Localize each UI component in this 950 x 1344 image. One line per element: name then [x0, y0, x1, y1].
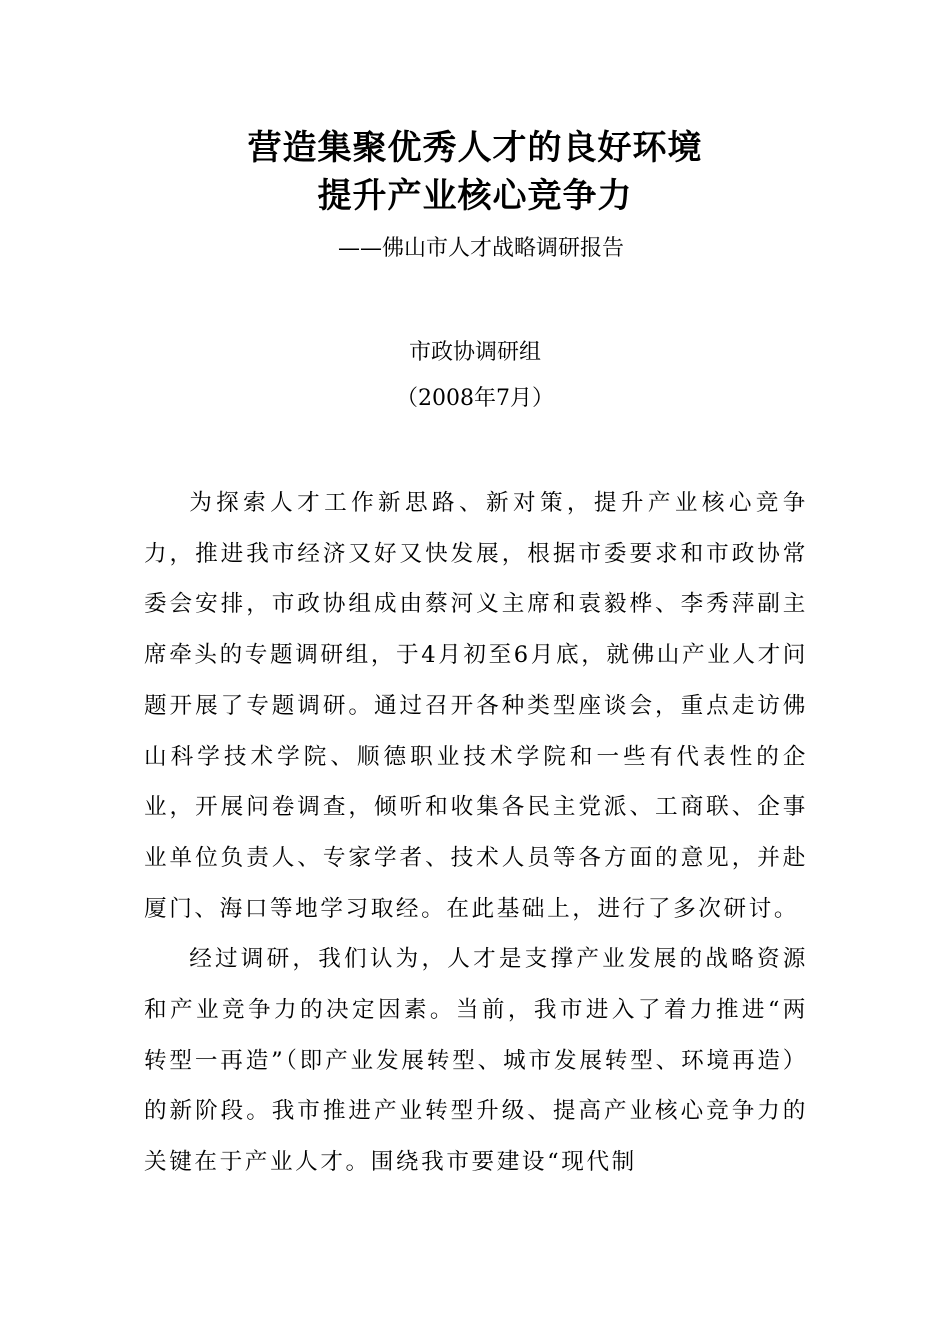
document-author: 市政协调研组 [408, 340, 541, 365]
document-title-line-2: 提升产业核心竞争力 [317, 176, 633, 216]
document-date: （2008年7月） [396, 386, 554, 411]
body-paragraph-2: 经过调研，我们认为，人才是支撑产业发展的战略资源和产业竞争力的决定因素。当前，我市进入了着力推进“两转型一再造”（即产业发展转型、城市发展转型、环境再造）的新阶段。我市推进产业转型升级、提高产业核心竞争力的关键在于产业人才。围绕我市要建设“现代制 [144, 946, 808, 1176]
body-paragraph-1: 为探索人才工作新思路、新对策，提升产业核心竞争力，推进我市经济又好又快发展，根据市委要求和市政协常委会安排，市政协组成由蔡河义主席和袁毅桦、李秀萍副主席牵头的专题调研组，于4月初至6月底，就佛山产业人才问题开展了专题调研。通过召开各种类型座谈会，重点走访佛山科学技术学院、顺德职业技术学院和一些有代表性的企业，开展问卷调查，倾听和收集各民主党派、工商联、企事业单位负责人、专家学者、技术人员等各方面的意见，并赴厦门、海口等地学习取经。在此基础上，进行了多次研讨。 [144, 490, 808, 922]
document-subtitle: ——佛山市人才战略调研报告 [337, 236, 624, 261]
document-body [144, 478, 808, 1188]
document-title-line-1: 营造集聚优秀人才的良好环境 [247, 128, 703, 168]
